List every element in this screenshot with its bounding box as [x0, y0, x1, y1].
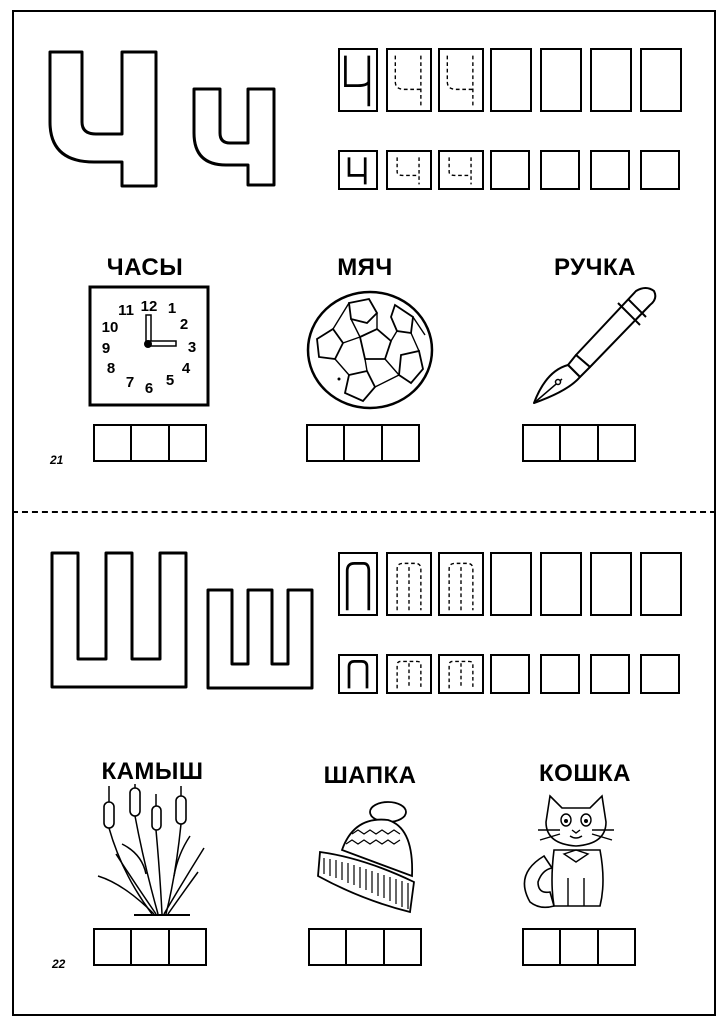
- answer-boxes[interactable]: [93, 928, 207, 966]
- writing-cell[interactable]: [590, 654, 630, 694]
- hat-icon: [314, 800, 424, 916]
- clock-number: 1: [167, 300, 177, 317]
- clock-number: 5: [165, 372, 175, 389]
- clock-icon: [88, 285, 210, 407]
- reeds-icon: [94, 784, 214, 918]
- tracing-cell: [438, 654, 484, 694]
- tracing-cell: [338, 48, 378, 112]
- tracing-cell: [438, 48, 484, 112]
- tracing-cell: [338, 150, 378, 190]
- clock-number: 3: [187, 339, 197, 356]
- letter-che-upper: [44, 48, 164, 190]
- clock-number: 10: [101, 319, 119, 336]
- tracing-cell: [338, 654, 378, 694]
- clock-number: 4: [181, 360, 191, 377]
- word-label: КОШКА: [539, 760, 631, 787]
- writing-cell[interactable]: [540, 48, 582, 112]
- pen-icon: [528, 283, 663, 407]
- writing-cell[interactable]: [540, 654, 580, 694]
- answer-boxes[interactable]: [522, 928, 636, 966]
- word-label: ШАПКА: [323, 762, 417, 789]
- page-number: 21: [50, 453, 64, 467]
- writing-cell[interactable]: [640, 150, 680, 190]
- writing-cell[interactable]: [590, 552, 632, 616]
- writing-cell[interactable]: [540, 150, 580, 190]
- writing-cell[interactable]: [490, 48, 532, 112]
- cat-icon: [520, 782, 620, 912]
- writing-cell[interactable]: [490, 552, 532, 616]
- clock-number: 9: [101, 340, 111, 357]
- writing-cell[interactable]: [640, 654, 680, 694]
- clock-number: 2: [179, 316, 189, 333]
- tracing-cell: [386, 552, 432, 616]
- answer-boxes[interactable]: [306, 424, 420, 462]
- writing-cell[interactable]: [490, 654, 530, 694]
- page-number: 22: [52, 957, 66, 971]
- tracing-cell: [386, 48, 432, 112]
- tracing-cell: [438, 552, 484, 616]
- answer-boxes[interactable]: [93, 424, 207, 462]
- letter-che-lower: [190, 85, 280, 189]
- writing-cell[interactable]: [590, 150, 630, 190]
- cut-line: [12, 511, 716, 513]
- letter-sha-upper: [48, 549, 190, 691]
- tracing-cell: [386, 654, 432, 694]
- writing-cell[interactable]: [490, 150, 530, 190]
- word-label: РУЧКА: [554, 254, 636, 281]
- word-label: КАМЫШ: [101, 758, 204, 785]
- clock-number: 6: [144, 380, 154, 397]
- writing-cell[interactable]: [640, 552, 682, 616]
- letter-sha-lower: [204, 586, 316, 692]
- answer-boxes[interactable]: [522, 424, 636, 462]
- tracing-cell: [438, 150, 484, 190]
- clock-number: 12: [140, 298, 158, 315]
- writing-cell[interactable]: [590, 48, 632, 112]
- writing-cell[interactable]: [640, 48, 682, 112]
- writing-cell[interactable]: [540, 552, 582, 616]
- tracing-cell: [338, 552, 378, 616]
- word-label: ЧАСЫ: [106, 254, 184, 281]
- tracing-cell: [386, 150, 432, 190]
- clock-number: 11: [118, 302, 134, 319]
- answer-boxes[interactable]: [308, 928, 422, 966]
- clock-number: 8: [106, 360, 116, 377]
- clock-number: 7: [125, 374, 135, 391]
- ball-icon: [305, 289, 435, 411]
- word-label: МЯЧ: [337, 254, 393, 281]
